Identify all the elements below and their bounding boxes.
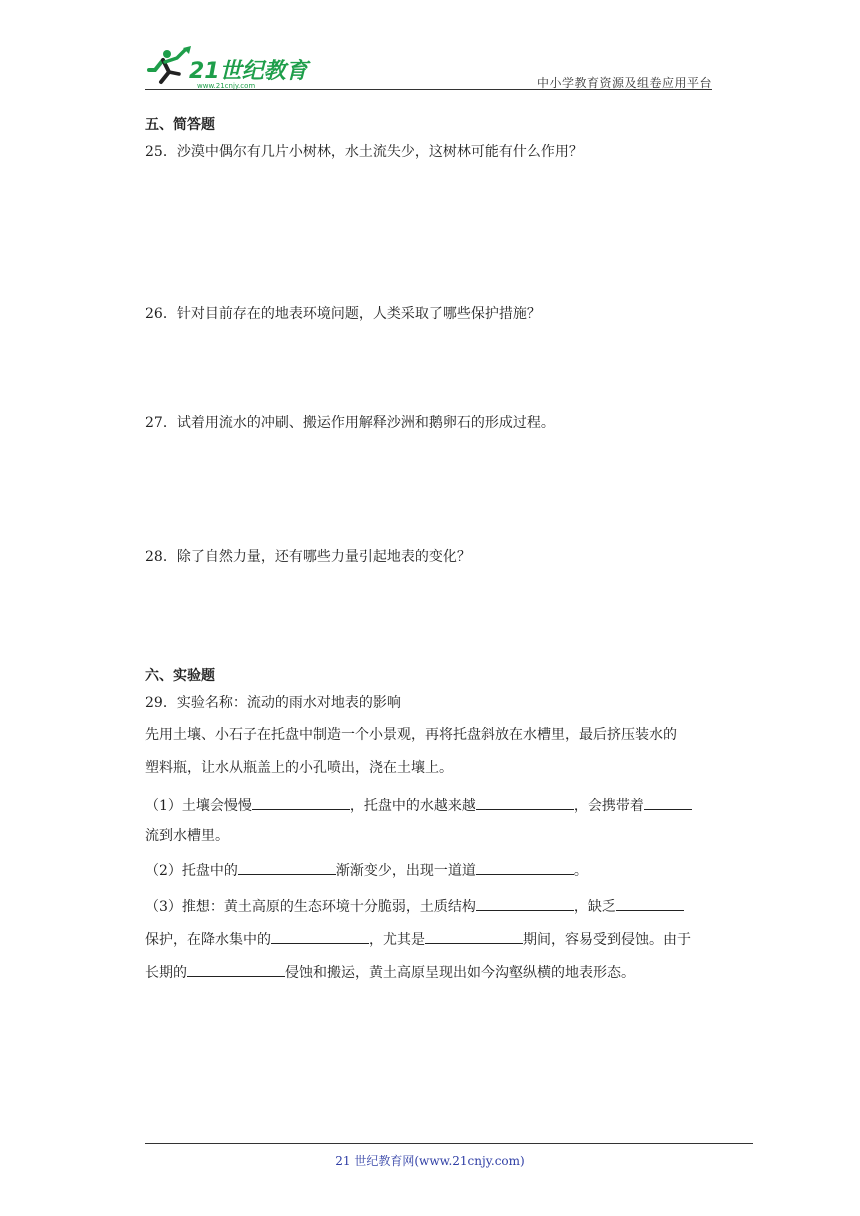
item-3-text-a: （3）推想：黄土高原的生态环境十分脆弱，土质结构	[145, 899, 476, 915]
item-3-text-f: 长期的	[145, 965, 187, 981]
runner-icon	[149, 46, 191, 82]
footer-link[interactable]: 21 世纪教育网(www.21cnjy.com)	[335, 1154, 525, 1168]
platform-title: 中小学教育资源及组卷应用平台	[536, 76, 712, 90]
page-header	[145, 40, 712, 90]
item-2-text-a: （2）托盘中的	[145, 863, 238, 879]
logo-url: www.21cnjy.com	[197, 82, 256, 90]
item-3-line-1	[145, 896, 684, 917]
intro-line-2: 塑料瓶，让水从瓶盖上的小孔喷出，浇在土壤上。	[145, 760, 453, 776]
question-26: 26．针对目前存在的地表环境问题，人类采取了哪些保护措施？	[145, 306, 541, 322]
logo-text: 21世纪教育	[189, 59, 308, 84]
item-3-text-b: ，缺乏	[573, 899, 616, 915]
answer-blank[interactable]	[644, 795, 692, 810]
intro-line-1: 先用土壤、小石子在托盘中制造一个小景观，再将托盘斜放在水槽里，最后挤压装水的	[145, 727, 677, 743]
footer-divider	[145, 1143, 753, 1144]
item-3-text-d: ，尤其是	[369, 932, 425, 948]
section-title-short-answer: 五、简答题	[145, 117, 215, 133]
item-3-text-e: 期间，容易受到侵蚀。由于	[523, 932, 691, 948]
item-3-line-3	[145, 962, 635, 983]
question-25: 25．沙漠中偶尔有几片小树林，水土流失少，这树林可能有什么作用？	[145, 144, 583, 160]
section-title-experiment: 六、实验题	[145, 668, 215, 684]
answer-blank[interactable]	[616, 896, 684, 911]
item-3-text-g: 侵蚀和搬运，黄土高原呈现出如今沟壑纵横的地表形态。	[285, 965, 635, 981]
answer-blank[interactable]	[425, 929, 523, 944]
item-3-text-c: 保护，在降水集中的	[145, 932, 271, 948]
question-28: 28．除了自然力量，还有哪些力量引起地表的变化？	[145, 549, 471, 565]
item-3-line-2	[145, 929, 691, 950]
item-2-line	[145, 860, 588, 881]
answer-blank[interactable]	[476, 896, 574, 911]
item-1-text-c: ，会携带着	[573, 798, 644, 814]
item-2-text-c: 。	[573, 863, 588, 879]
answer-blank[interactable]	[238, 860, 336, 875]
answer-blank[interactable]	[476, 860, 574, 875]
logo	[145, 44, 325, 90]
item-1-line	[145, 795, 692, 816]
answer-blank[interactable]	[252, 795, 350, 810]
item-1-text-b: ，托盘中的水越来越	[349, 798, 476, 814]
answer-blank[interactable]	[187, 962, 285, 977]
item-1-text-a: （1）土壤会慢慢	[145, 798, 252, 814]
answer-blank[interactable]	[271, 929, 369, 944]
item-2-text-b: 渐渐变少，出现一道道	[335, 863, 476, 879]
item-1-continued: 流到水槽里。	[145, 828, 229, 844]
question-29-title: 29．实验名称：流动的雨水对地表的影响	[145, 695, 401, 711]
answer-blank[interactable]	[476, 795, 574, 810]
question-27: 27．试着用流水的冲刷、搬运作用解释沙洲和鹅卵石的形成过程。	[145, 415, 555, 431]
header-divider	[145, 89, 712, 90]
